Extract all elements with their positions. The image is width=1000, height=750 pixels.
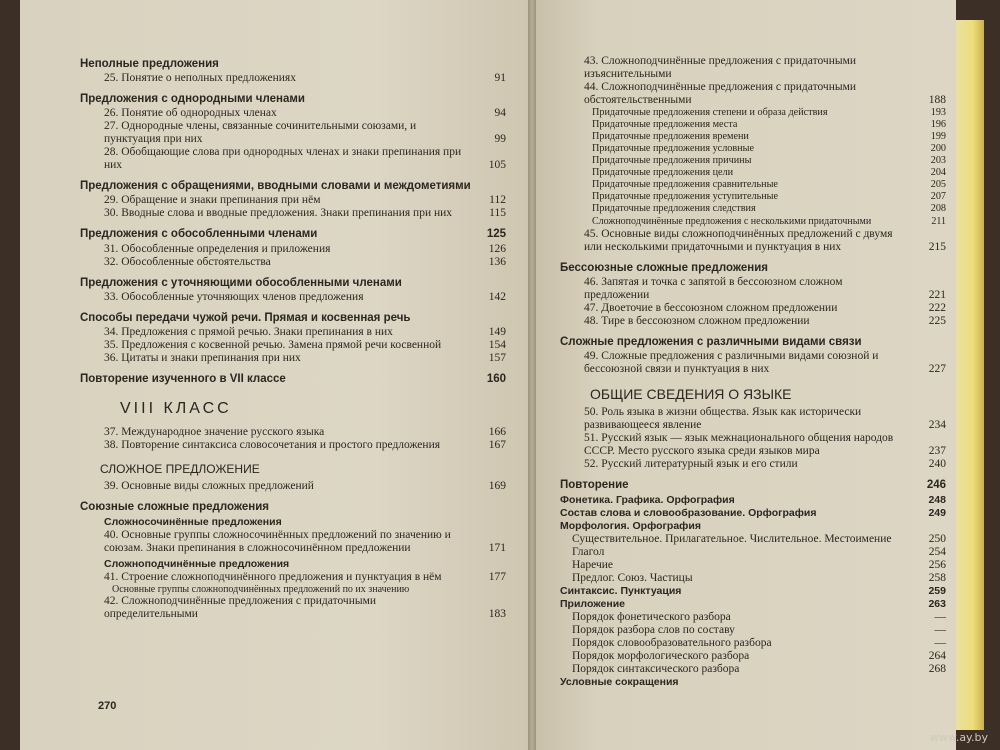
section-heading: Предложения с однородными членами [80, 93, 305, 105]
toc-entry-page: 154 [488, 339, 506, 351]
toc-entry-title: 32. Обособленные обстоятельства [104, 256, 271, 268]
toc-entry [592, 203, 946, 215]
toc-entry-title: Придаточные предложения степени и образа действия [592, 107, 828, 118]
toc-entry-page: 203 [930, 155, 946, 166]
toc-entry [592, 167, 946, 179]
toc-entry-page: — [934, 624, 946, 636]
toc-entry-page: 160 [486, 373, 506, 385]
section-heading: Сложносочинённые предложения [104, 516, 282, 528]
toc-entry-title: 41. Строение сложноподчинённого предложения и пунктуация в нём [104, 571, 442, 583]
toc-entry [584, 315, 946, 328]
toc-entry-title: 29. Обращение и знаки препинания при нём [104, 194, 321, 206]
toc-entry-title: Придаточные предложения причины [592, 155, 752, 166]
toc-entry [104, 207, 506, 220]
section-heading: Неполные предложения [80, 58, 219, 70]
toc-entry [592, 131, 946, 143]
toc-entry [592, 179, 946, 191]
toc-entry [572, 650, 946, 663]
toc-entry-page: 171 [488, 542, 506, 554]
toc-entry [104, 426, 506, 439]
toc-entry-title: 33. Обособленные уточняющих членов предложения [104, 291, 364, 303]
right-page [536, 0, 956, 750]
toc-entry-page: 112 [489, 194, 506, 206]
toc-entry-page: 188 [928, 94, 946, 106]
toc-entry-title: 47. Двоеточие в бессоюзном сложном предложении [584, 302, 838, 314]
toc-entry [584, 228, 946, 254]
left-toc [80, 58, 506, 621]
toc-entry-title: 25. Понятие о неполных предложениях [104, 72, 296, 84]
toc-entry-page: 234 [928, 419, 946, 431]
toc-entry [104, 146, 506, 172]
toc-entry-title: 31. Обособленные определения и приложения [104, 243, 331, 255]
toc-entry [584, 432, 946, 458]
toc-entry-title: Порядок синтаксического разбора [572, 663, 740, 675]
toc-entry-title: 35. Предложения с косвенной речью. Замена прямой речи косвенной [104, 339, 442, 351]
section-heading: ОБЩИЕ СВЕДЕНИЯ О ЯЗЫКЕ [590, 386, 792, 402]
toc-entry-page: 211 [931, 216, 946, 227]
toc-entry-title: 48. Тире в бессоюзном сложном предложении [584, 315, 810, 327]
toc-entry [104, 291, 506, 304]
toc-entry [560, 494, 946, 507]
toc-entry [104, 480, 506, 493]
toc-entry-page: 208 [930, 203, 946, 214]
toc-entry [584, 302, 946, 315]
toc-entry-title: Синтаксис. Пунктуация [560, 585, 682, 597]
toc-entry-page: 254 [928, 546, 946, 558]
toc-entry-page: 157 [488, 352, 506, 364]
toc-entry [104, 256, 506, 269]
toc-entry [592, 191, 946, 203]
toc-entry [560, 585, 946, 598]
toc-entry [560, 598, 946, 611]
toc-entry-page: 240 [928, 458, 946, 470]
section-heading: СЛОЖНОЕ ПРЕДЛОЖЕНИЕ [100, 462, 260, 476]
toc-entry-page: 126 [488, 243, 506, 255]
toc-entry-page: 258 [928, 572, 946, 584]
section-heading: Способы передачи чужой речи. Прямая и косвенная речь [80, 312, 411, 324]
toc-entry [572, 624, 946, 637]
toc-entry-page: 169 [488, 480, 506, 492]
toc-entry-page: 221 [928, 289, 946, 301]
toc-entry-page: 205 [930, 179, 946, 190]
toc-entry-title: Фонетика. Графика. Орфография [560, 494, 735, 506]
toc-entry-title: Придаточные предложения следствия [592, 203, 756, 214]
class-heading: VIII КЛАСС [120, 400, 232, 417]
toc-entry [560, 676, 946, 689]
toc-entry-title: 43. Сложноподчинённые предложения с придаточными изъяснительными [584, 55, 857, 80]
toc-entry [104, 439, 506, 452]
toc-entry [584, 276, 946, 302]
toc-entry-title: 40. Основные группы сложносочинённых предложений по значению и союзам. Знаки препинания в сложносочинённом предложении [104, 529, 451, 554]
toc-entry [572, 559, 946, 572]
toc-entry-page: — [934, 611, 946, 623]
yellow-page-edge [956, 20, 984, 730]
toc-entry-title: Порядок разбора слов по составу [572, 624, 735, 636]
toc-entry [560, 479, 946, 492]
toc-entry-title: 34. Предложения с прямой речью. Знаки препинания в них [104, 326, 393, 338]
toc-entry-page: 249 [928, 507, 946, 519]
toc-entry-page: 264 [928, 650, 946, 662]
watermark: www.ay.by [929, 731, 988, 744]
section-heading: Бессоюзные сложные предложения [560, 262, 768, 274]
toc-entry-title: 46. Запятая и точка с запятой в бессоюзном сложном предложении [584, 276, 843, 301]
toc-entry-title: 51. Русский язык — язык межнационального общения народов СССР. Место русского языка среди языков мира [584, 432, 894, 457]
toc-entry-page: — [934, 637, 946, 649]
toc-entry-title: Порядок морфологического разбора [572, 650, 750, 662]
toc-entry-title: 39. Основные виды сложных предложений [104, 480, 314, 492]
toc-entry-title: 28. Обобщающие слова при однородных членах и знаки препинания при них [104, 146, 462, 171]
toc-entry-page: 246 [926, 479, 946, 491]
toc-entry-page: 250 [928, 533, 946, 545]
toc-entry-title: Существительное. Прилагательное. Числительное. Местоимение [572, 533, 892, 545]
toc-entry-page: 196 [930, 119, 946, 130]
toc-entry [104, 595, 506, 621]
toc-entry-page: 149 [488, 326, 506, 338]
section-heading: Предложения с обращениями, вводными словами и междометиями [80, 180, 471, 192]
toc-entry-title: 52. Русский литературный язык и его стили [584, 458, 798, 470]
toc-entry-title: 27. Однородные члены, связанные сочинительными союзами, и пунктуация при них [104, 120, 417, 145]
toc-entry-page: 268 [928, 663, 946, 675]
toc-entry-title: 37. Международное значение русского языка [104, 426, 325, 438]
toc-entry-title: Придаточные предложения уступительные [592, 191, 779, 202]
toc-entry-page: 105 [488, 159, 506, 171]
toc-entry-title: Придаточные предложения условные [592, 143, 755, 154]
toc-entry-page: 142 [488, 291, 506, 303]
toc-entry-title: Порядок фонетического разбора [572, 611, 731, 623]
toc-entry [592, 107, 946, 119]
toc-entry-page: 237 [928, 445, 946, 457]
toc-entry [104, 339, 506, 352]
toc-entry-title: 50. Роль языка в жизни общества. Язык как исторически развивающееся явление [584, 406, 862, 431]
toc-entry-title: Условные сокращения [560, 676, 679, 688]
toc-entry [560, 520, 946, 533]
toc-entry-title: 26. Понятие об однородных членах [104, 107, 277, 119]
toc-entry-page: 222 [928, 302, 946, 314]
toc-entry-title: 49. Сложные предложения с различными видами союзной и бессоюзной связи и пунктуация в них [584, 350, 879, 375]
toc-entry [592, 119, 946, 131]
toc-entry [104, 194, 506, 207]
toc-entry-page: 183 [488, 608, 506, 620]
toc-entry-title: 42. Сложноподчинённые предложения с придаточными определительными [104, 595, 377, 620]
toc-entry-title: Придаточные предложения цели [592, 167, 734, 178]
toc-entry-title: Порядок словообразовательного разбора [572, 637, 772, 649]
toc-entry-title: 38. Повторение синтаксиса словосочетания и простого предложения [104, 439, 441, 451]
toc-entry-title: 36. Цитаты и знаки препинания при них [104, 352, 301, 364]
toc-entry [572, 546, 946, 559]
toc-entry [584, 350, 946, 376]
toc-entry [104, 326, 506, 339]
toc-entry-title: Предложения с обособленными членами [80, 228, 318, 240]
toc-entry [592, 215, 946, 228]
toc-entry-title: 44. Сложноподчинённые предложения с придаточными обстоятельственными [584, 81, 857, 106]
toc-entry [80, 228, 506, 241]
toc-entry-page: 115 [489, 207, 506, 219]
toc-entry-page: 215 [928, 241, 946, 253]
toc-entry-title: Повторение [560, 479, 629, 491]
toc-entry-title: Сложноподчинённые предложения с несколькими придаточными [592, 216, 872, 227]
toc-entry-title: 45. Основные виды сложноподчинённых предложений с двумя или несколькими придаточными и пунктуация в них [584, 228, 893, 253]
toc-entry [104, 571, 506, 584]
toc-entry-title: Наречие [572, 559, 614, 571]
toc-entry-page: 225 [928, 315, 946, 327]
toc-entry [104, 120, 506, 146]
toc-entry-title: Придаточные предложения времени [592, 131, 749, 142]
toc-entry-title: Глагол [572, 546, 605, 558]
toc-entry [104, 107, 506, 120]
toc-entry [104, 352, 506, 365]
toc-entry-page: 263 [928, 598, 946, 610]
left-page [20, 0, 528, 750]
toc-entry [572, 572, 946, 585]
toc-entry [584, 406, 946, 432]
section-heading: Основные группы сложноподчинённых предложений по их значению [112, 584, 410, 595]
toc-entry-page: 193 [930, 107, 946, 118]
toc-entry [104, 72, 506, 85]
toc-entry-page: 166 [488, 426, 506, 438]
toc-entry [572, 637, 946, 650]
toc-entry-page: 199 [930, 131, 946, 142]
toc-entry-page: 136 [488, 256, 506, 268]
toc-entry-page: 125 [486, 228, 506, 240]
toc-entry-title: Состав слова и словообразование. Орфография [560, 507, 817, 519]
toc-entry [104, 529, 506, 555]
toc-entry [584, 458, 946, 471]
toc-entry [572, 533, 946, 546]
toc-entry-page: 200 [930, 143, 946, 154]
toc-entry-page: 227 [928, 363, 946, 375]
toc-entry-page: 204 [930, 167, 946, 178]
section-heading: Предложения с уточняющими обособленными членами [80, 277, 402, 289]
toc-entry-page: 94 [494, 107, 506, 119]
toc-entry-page: 99 [494, 133, 506, 145]
toc-entry-title: Повторение изученного в VII классе [80, 373, 286, 385]
toc-entry-page: 91 [494, 72, 506, 84]
toc-entry-title: Приложение [560, 598, 626, 610]
toc-entry [104, 243, 506, 256]
toc-entry [572, 611, 946, 624]
toc-entry [592, 143, 946, 155]
toc-entry [584, 55, 946, 81]
toc-entry-page: 207 [930, 191, 946, 202]
section-heading: Сложные предложения с различными видами связи [560, 336, 862, 348]
toc-entry-page: 177 [488, 571, 506, 583]
toc-entry-page: 256 [928, 559, 946, 571]
page-number: 270 [98, 700, 117, 712]
toc-entry-title: Предлог. Союз. Частицы [572, 572, 693, 584]
toc-entry-page: 259 [928, 585, 946, 597]
toc-entry [592, 155, 946, 167]
section-heading: Союзные сложные предложения [80, 501, 269, 513]
toc-entry-title: 30. Вводные слова и вводные предложения. Знаки препинания при них [104, 207, 453, 219]
section-heading: Сложноподчинённые предложения [104, 558, 290, 570]
toc-entry-title: Придаточные предложения места [592, 119, 738, 130]
toc-entry [80, 373, 506, 386]
toc-entry [560, 507, 946, 520]
toc-entry [572, 663, 946, 676]
right-toc [560, 55, 946, 689]
toc-entry-page: 167 [488, 439, 506, 451]
toc-entry [584, 81, 946, 107]
toc-entry-title: Придаточные предложения сравнительные [592, 179, 778, 190]
toc-entry-title: Морфология. Орфография [560, 520, 701, 532]
toc-entry-page: 248 [928, 494, 946, 506]
